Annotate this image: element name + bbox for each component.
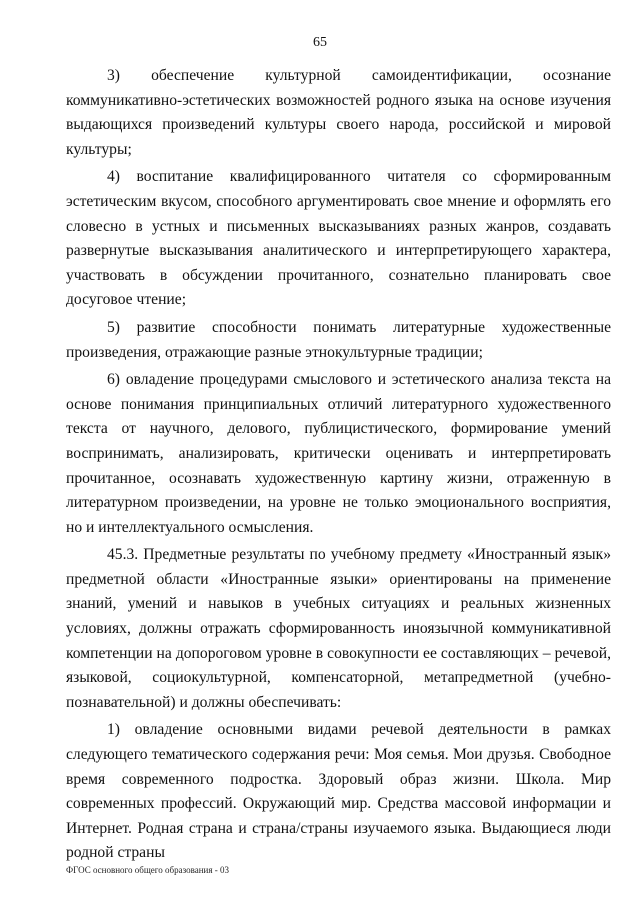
paragraph-speech-activities: 1) овладение основными видами речевой деятельности в рамках следующего тематического содержания речи: Моя семья. Мои друзья. Свободное время современного подростка. Здоровый образ жизни. Школа. Мир современных профессий. Окружающий мир. Средства массовой информации и Интернет. Родная страна и страна/страны изучаемого языка. Выдающиеся люди родной страны bbox=[66, 721, 611, 862]
paragraph-text-analysis: 6) овладение процедурами смыслового и эстетического анализа текста на основе понимания принципиальных отличий литературного художественного текста от научного, делового, публицистического, формирование умений воспринимать, анализировать, критически оценивать и интерпретировать прочитанное, осознавать художественную картину жизни, отраженную в литературном произведении, на уровне не только эмоционального восприятия, но и интеллектуального осмысления. bbox=[66, 371, 611, 536]
paragraph-qualified-reader: 4) воспитание квалифицированного читателя со сформированным эстетическим вкусом, способного аргументировать свое мнение и оформлять его словесно в устных и письменных высказываниях разных жанров, создавать развернутые высказывания аналитического и интерпретирующего характера, участвовать в обсуждении прочитанного, сознательно планировать свое досуговое чтение; bbox=[66, 168, 611, 309]
paragraph-foreign-language-results: 45.3. Предметные результаты по учебному предмету «Иностранный язык» предметной области «Иностранные языки» ориентированы на применение знаний, умений и навыков в учебных ситуациях и реальных жизненных условиях, должны отражать сформированность иноязычной коммуникативной компетенции на допороговом уровне в совокупности ее составляющих – речевой, языковой, социокультурной, компенсаторной, метапредметной (учебно-познавательной) и должны обеспечивать: bbox=[66, 546, 611, 711]
document-body bbox=[66, 64, 611, 869]
paragraph-cultural-identity: 3) обеспечение культурной самоидентификации, осознание коммуникативно-эстетических возможностей родного языка на основе изучения выдающихся произведений культуры своего народа, российской и мировой культуры; bbox=[66, 67, 611, 158]
page-footer: ФГОС основного общего образования - 03 bbox=[66, 865, 229, 875]
page-number: 65 bbox=[313, 35, 327, 50]
paragraph-understanding-literature: 5) развитие способности понимать литературные художественные произведения, отражающие разные этнокультурные традиции; bbox=[66, 318, 611, 361]
